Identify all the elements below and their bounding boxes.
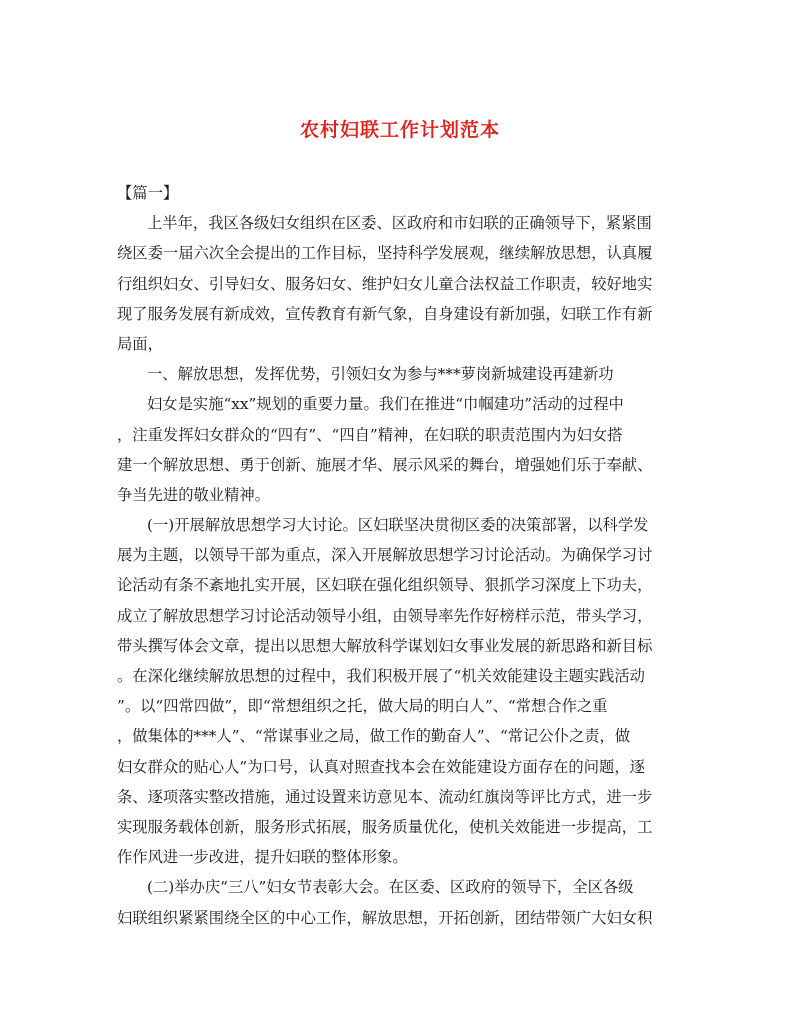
document-body [117, 178, 695, 933]
paragraph-line: 行组织妇女、引导妇女、服务妇女、维护妇女儿童合法权益工作职责，较好地实 [117, 274, 653, 293]
paragraph-line: ，注重发挥妇女群众的“四有”、“四自”精神，在妇联的职责范围内为妇女搭 [117, 425, 623, 444]
paragraph-line: ，做集体的***人”、“常谋事业之局，做工作的勤奋人”、“常记公仆之责，做 [117, 727, 631, 746]
paragraph-line: 实现服务载体创新，服务形式拓展，服务质量优化，使机关效能进一步提高，工 [117, 817, 653, 836]
paragraph-line: 妇女是实施“xx”规划的重要力量。我们在推进“巾帼建功”活动的过程中 [147, 395, 624, 414]
paragraph-line: 妇女群众的贴心人”为口号，认真对照查找本会在效能建设方面存在的问题，逐 [117, 757, 645, 776]
paragraph-line: 条、逐项落实整改措施，通过设置来访意见本、流动红旗岗等评比方式，进一步 [117, 787, 653, 806]
section-label: 【篇一】 [117, 184, 179, 202]
paragraph-line: (二)举办庆“三八”妇女节表彰大会。在区委、区政府的领导下，全区各级 [147, 878, 634, 897]
heading-line: 一、解放思想，发挥优势，引领妇女为参与***萝岗新城建设再建新功 [147, 365, 614, 384]
paragraph-line: 妇联组织紧紧围绕全区的中心工作，解放思想，开拓创新，团结带领广大妇女积 [117, 908, 653, 927]
paragraph-line: 绕区委一届六次全会提出的工作目标，坚持科学发展观，继续解放思想，认真履 [117, 244, 653, 263]
paragraph-line: 现了服务发展有新成效，宣传教育有新气象，自身建设有新加强，妇联工作有新 [117, 304, 653, 323]
paragraph-line: 展为主题，以领导干部为重点，深入开展解放思想学习讨论活动。为确保学习讨 [117, 546, 653, 565]
paragraph-line: 局面， [117, 334, 163, 353]
paragraph-line: 争当先进的敬业精神。 [117, 485, 270, 504]
paragraph-line: 作作风进一步改进，提升妇联的整体形象。 [117, 848, 408, 867]
paragraph-line: ”。以“四常四做”，即“常想组织之托，做大局的明白人”、“常想合作之重 [117, 697, 608, 716]
paragraph-line: 带头撰写体会文章，提出以思想大解放科学谋划妇女事业发展的新思路和新目标 [117, 636, 653, 655]
paragraph-line: 。在深化继续解放思想的过程中，我们积极开展了“机关效能建设主题实践活动 [117, 667, 645, 685]
paragraph-line: 建一个解放思想、勇于创新、施展才华、展示风采的舞台，增强她们乐于奉献、 [117, 455, 653, 474]
paragraph-line: 成立了解放思想学习讨论活动领导小组，由领导率先作好榜样示范，带头学习， [117, 606, 653, 625]
paragraph-line: 上半年，我区各级妇女组织在区委、区政府和市妇联的正确领导下，紧紧围 [147, 214, 652, 233]
document-title: 农村妇联工作计划范本 [299, 119, 500, 141]
paragraph-line: 论活动有条不紊地扎实开展，区妇联在强化组织领导、狠抓学习深度上下功夫， [117, 576, 653, 595]
paragraph-line: (一)开展解放思想学习大讨论。区妇联坚决贯彻区委的决策部署，以科学发 [147, 516, 649, 535]
